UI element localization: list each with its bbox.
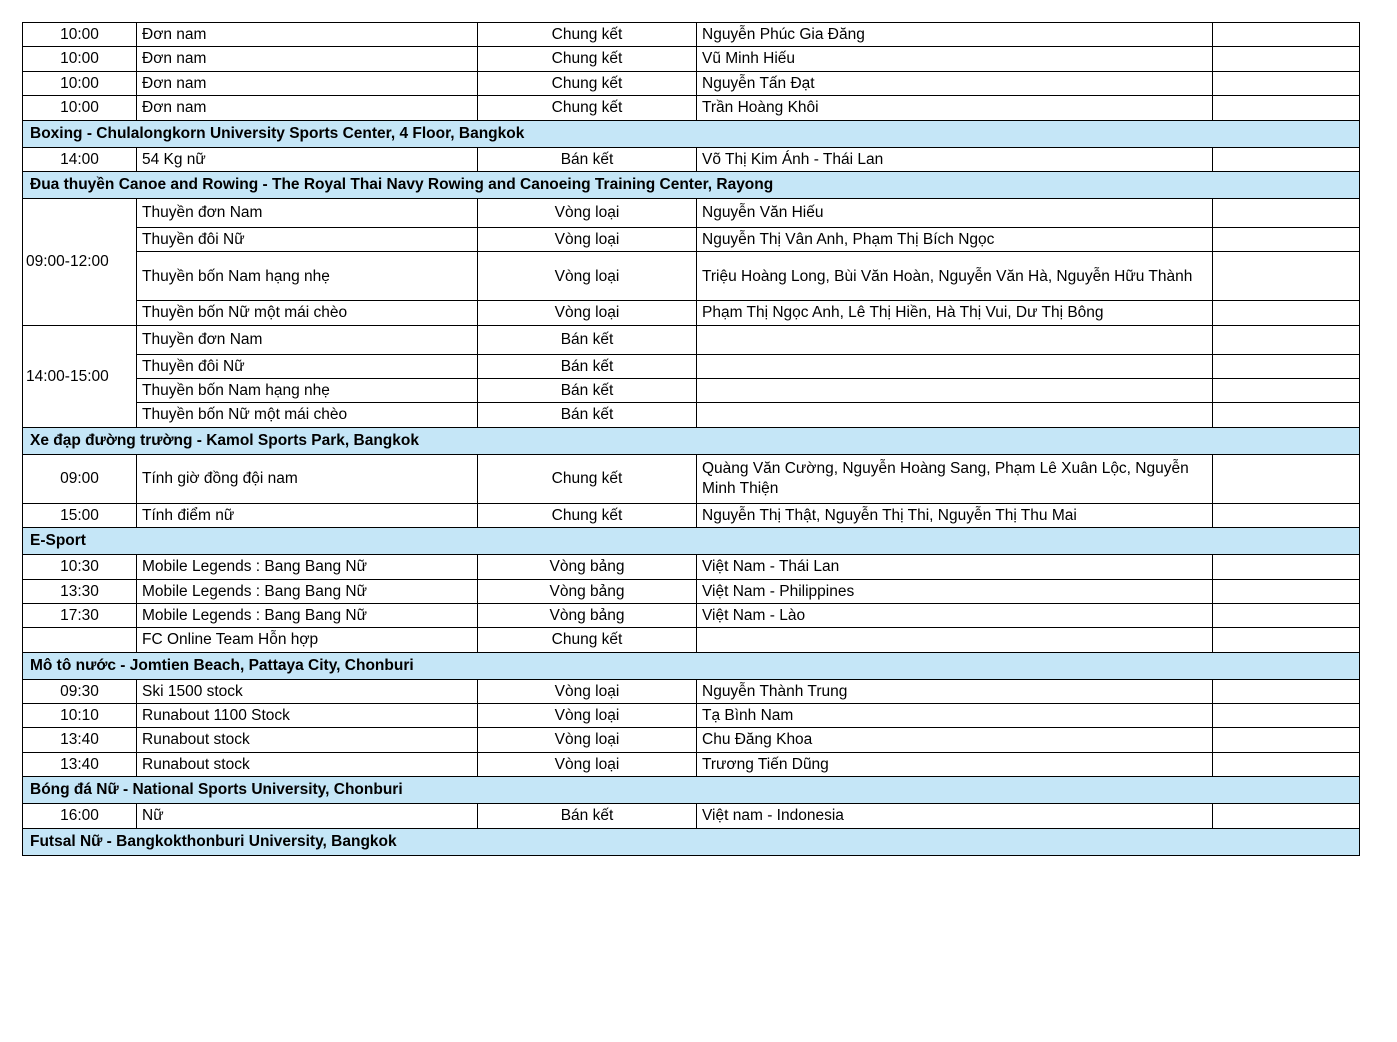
cell-event: Thuyền đôi Nữ [137, 354, 478, 378]
cell-result [1213, 603, 1360, 627]
section-header-row [23, 652, 1360, 679]
table-row [23, 704, 1360, 728]
section-header-row [23, 528, 1360, 555]
cell-athlete: Nguyễn Thị Thật, Nguyễn Thị Thi, Nguyễn Thị Thu Mai [697, 503, 1213, 527]
cell-athlete: Trần Hoàng Khôi [697, 96, 1213, 120]
table-row [23, 252, 1360, 301]
cell-event: Thuyền bốn Nữ một mái chèo [137, 403, 478, 427]
table-row [23, 628, 1360, 652]
table-row [23, 71, 1360, 95]
cell-round: Bán kết [478, 804, 697, 828]
cell-round: Vòng loại [478, 728, 697, 752]
section-title: Boxing - Chulalongkorn University Sports Center, 4 Floor, Bangkok [23, 120, 1360, 147]
cell-result [1213, 454, 1360, 503]
cell-time: 13:40 [23, 728, 137, 752]
table-row [23, 603, 1360, 627]
cell-event: Runabout stock [137, 752, 478, 776]
section-header-row [23, 828, 1360, 855]
cell-round: Vòng loại [478, 752, 697, 776]
cell-event: Mobile Legends : Bang Bang Nữ [137, 579, 478, 603]
cell-result [1213, 379, 1360, 403]
table-row [23, 379, 1360, 403]
cell-round: Chung kết [478, 47, 697, 71]
table-row [23, 354, 1360, 378]
cell-round: Vòng loại [478, 679, 697, 703]
table-row [23, 227, 1360, 251]
section-header-row [23, 120, 1360, 147]
cell-time: 10:30 [23, 555, 137, 579]
table-row [23, 555, 1360, 579]
cell-event: Thuyền bốn Nam hạng nhẹ [137, 252, 478, 301]
cell-result [1213, 96, 1360, 120]
section-title: Futsal Nữ - Bangkokthonburi University, Bangkok [23, 828, 1360, 855]
table-row [23, 728, 1360, 752]
table-row [23, 579, 1360, 603]
cell-result [1213, 301, 1360, 325]
cell-time: 10:00 [23, 23, 137, 47]
cell-round: Vòng loại [478, 198, 697, 227]
cell-result [1213, 503, 1360, 527]
cell-result [1213, 227, 1360, 251]
table-row [23, 198, 1360, 227]
cell-event: Thuyền đôi Nữ [137, 227, 478, 251]
cell-time: 15:00 [23, 503, 137, 527]
cell-time: 10:00 [23, 96, 137, 120]
cell-time: 09:30 [23, 679, 137, 703]
cell-round: Chung kết [478, 71, 697, 95]
cell-athlete: Nguyễn Thị Vân Anh, Phạm Thị Bích Ngọc [697, 227, 1213, 251]
cell-athlete: Quàng Văn Cường, Nguyễn Hoàng Sang, Phạm Lê Xuân Lộc, Nguyễn Minh Thiện [697, 454, 1213, 503]
cell-result [1213, 704, 1360, 728]
cell-athlete: Nguyễn Thành Trung [697, 679, 1213, 703]
cell-result [1213, 403, 1360, 427]
cell-athlete: Việt nam - Indonesia [697, 804, 1213, 828]
cell-event: Runabout stock [137, 728, 478, 752]
cell-event: Tính điểm nữ [137, 503, 478, 527]
table-row [23, 301, 1360, 325]
cell-time: 14:00 [23, 147, 137, 171]
cell-event: Đơn nam [137, 71, 478, 95]
cell-round: Vòng bảng [478, 555, 697, 579]
cell-result [1213, 804, 1360, 828]
section-header-row [23, 777, 1360, 804]
cell-round: Chung kết [478, 454, 697, 503]
table-row [23, 96, 1360, 120]
table-row [23, 325, 1360, 354]
cell-event: FC Online Team Hỗn hợp [137, 628, 478, 652]
cell-athlete: Phạm Thị Ngọc Anh, Lê Thị Hiền, Hà Thị Vui, Dư Thị Bông [697, 301, 1213, 325]
cell-event: Nữ [137, 804, 478, 828]
cell-event: Thuyền bốn Nữ một mái chèo [137, 301, 478, 325]
cell-athlete: Trương Tiến Dũng [697, 752, 1213, 776]
cell-result [1213, 147, 1360, 171]
cell-athlete [697, 354, 1213, 378]
cell-result [1213, 325, 1360, 354]
cell-round: Bán kết [478, 325, 697, 354]
cell-result [1213, 354, 1360, 378]
cell-time: 13:30 [23, 579, 137, 603]
cell-event: Thuyền đơn Nam [137, 198, 478, 227]
cell-round: Chung kết [478, 96, 697, 120]
cell-round: Bán kết [478, 147, 697, 171]
table-row [23, 23, 1360, 47]
cell-round: Vòng loại [478, 252, 697, 301]
cell-result [1213, 752, 1360, 776]
cell-round: Vòng bảng [478, 603, 697, 627]
cell-time: 13:40 [23, 752, 137, 776]
section-title: E-Sport [23, 528, 1360, 555]
cell-result [1213, 252, 1360, 301]
table-row [23, 403, 1360, 427]
cell-result [1213, 728, 1360, 752]
cell-time: 17:30 [23, 603, 137, 627]
cell-event: Tính giờ đồng đội nam [137, 454, 478, 503]
table-row [23, 679, 1360, 703]
cell-result [1213, 555, 1360, 579]
cell-time: 10:10 [23, 704, 137, 728]
section-header-row [23, 427, 1360, 454]
cell-event: Đơn nam [137, 96, 478, 120]
cell-athlete [697, 325, 1213, 354]
cell-time: 16:00 [23, 804, 137, 828]
cell-round: Bán kết [478, 403, 697, 427]
cell-event: Mobile Legends : Bang Bang Nữ [137, 555, 478, 579]
cell-event: Thuyền đơn Nam [137, 325, 478, 354]
section-title: Mô tô nước - Jomtien Beach, Pattaya City, Chonburi [23, 652, 1360, 679]
cell-athlete: Võ Thị Kim Ánh - Thái Lan [697, 147, 1213, 171]
cell-result [1213, 628, 1360, 652]
section-title: Đua thuyền Canoe and Rowing - The Royal Thai Navy Rowing and Canoeing Training Center, Rayong [23, 171, 1360, 198]
cell-athlete: Việt Nam - Philippines [697, 579, 1213, 603]
cell-round: Vòng loại [478, 301, 697, 325]
cell-time [23, 628, 137, 652]
cell-event: Đơn nam [137, 47, 478, 71]
table-row [23, 454, 1360, 503]
cell-result [1213, 579, 1360, 603]
cell-event: Runabout 1100 Stock [137, 704, 478, 728]
schedule-body [23, 23, 1360, 856]
cell-athlete [697, 403, 1213, 427]
table-row [23, 804, 1360, 828]
cell-athlete [697, 379, 1213, 403]
cell-time: 09:00 [23, 454, 137, 503]
cell-time: 10:00 [23, 71, 137, 95]
cell-result [1213, 23, 1360, 47]
cell-time: 10:00 [23, 47, 137, 71]
cell-athlete [697, 628, 1213, 652]
cell-round: Chung kết [478, 23, 697, 47]
cell-result [1213, 71, 1360, 95]
cell-athlete: Triệu Hoàng Long, Bùi Văn Hoàn, Nguyễn Văn Hà, Nguyễn Hữu Thành [697, 252, 1213, 301]
cell-athlete: Tạ Bình Nam [697, 704, 1213, 728]
cell-athlete: Nguyễn Tấn Đạt [697, 71, 1213, 95]
cell-result [1213, 679, 1360, 703]
cell-round: Vòng bảng [478, 579, 697, 603]
table-row [23, 503, 1360, 527]
cell-athlete: Nguyễn Văn Hiếu [697, 198, 1213, 227]
table-row [23, 752, 1360, 776]
cell-round: Bán kết [478, 354, 697, 378]
cell-result [1213, 198, 1360, 227]
cell-round: Vòng loại [478, 227, 697, 251]
table-row [23, 147, 1360, 171]
cell-athlete: Việt Nam - Thái Lan [697, 555, 1213, 579]
cell-round: Chung kết [478, 503, 697, 527]
section-title: Bóng đá Nữ - National Sports University, Chonburi [23, 777, 1360, 804]
cell-result [1213, 47, 1360, 71]
schedule-table [22, 22, 1360, 856]
cell-round: Bán kết [478, 379, 697, 403]
cell-event: Thuyền bốn Nam hạng nhẹ [137, 379, 478, 403]
table-row [23, 47, 1360, 71]
cell-time: 14:00-15:00 [23, 325, 137, 427]
cell-athlete: Nguyễn Phúc Gia Đăng [697, 23, 1213, 47]
cell-athlete: Việt Nam - Lào [697, 603, 1213, 627]
cell-athlete: Vũ Minh Hiếu [697, 47, 1213, 71]
cell-event: Mobile Legends : Bang Bang Nữ [137, 603, 478, 627]
cell-round: Chung kết [478, 628, 697, 652]
cell-event: Ski 1500 stock [137, 679, 478, 703]
section-title: Xe đạp đường trường - Kamol Sports Park, Bangkok [23, 427, 1360, 454]
cell-athlete: Chu Đăng Khoa [697, 728, 1213, 752]
cell-event: Đơn nam [137, 23, 478, 47]
cell-event: 54 Kg nữ [137, 147, 478, 171]
cell-round: Vòng loại [478, 704, 697, 728]
section-header-row [23, 171, 1360, 198]
cell-time: 09:00-12:00 [23, 198, 137, 325]
